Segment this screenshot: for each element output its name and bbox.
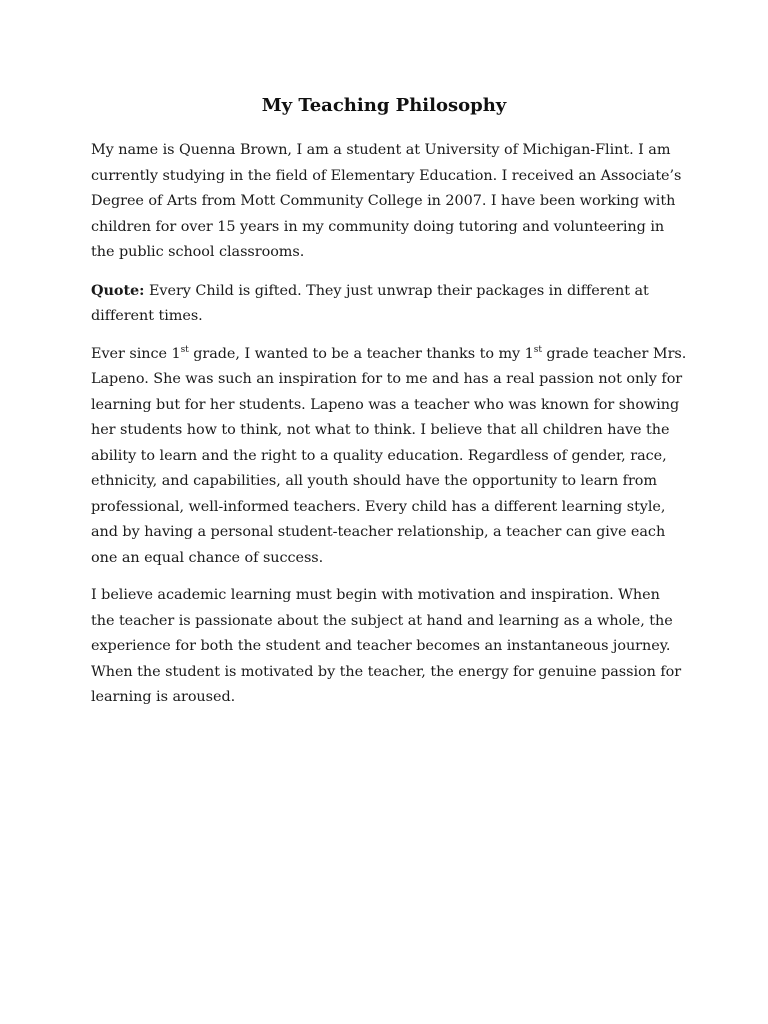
paragraph-line: ethnicity, and capabilities, all youth should have the opportunity to learn from — [91, 473, 657, 489]
text-run: grade teacher Mrs. — [541, 345, 687, 362]
paragraph-line: I believe academic learning must begin with motivation and inspiration. When — [91, 587, 660, 603]
quote-line: different times. — [91, 308, 203, 324]
quote-text: Every Child is gifted. They just unwrap their packages in different at — [144, 282, 649, 299]
text-run: Ever since 1 — [91, 345, 181, 362]
quote-label: Quote: — [91, 281, 145, 299]
paragraph-line: the teacher is passionate about the subject at hand and learning as a whole, the — [91, 612, 673, 629]
paragraph-line — [91, 342, 691, 368]
document-body — [91, 138, 691, 723]
paragraph-line: currently studying in the field of Elementary Education. I received an Associate’s — [91, 167, 682, 184]
paragraph-line: one an equal chance of success. — [91, 549, 324, 566]
paragraph-line: and by having a personal student-teacher relationship, a teacher can give each — [91, 524, 666, 540]
paragraph-line: professional, well-informed teachers. Every child has a different learning style, — [91, 498, 666, 515]
paragraph-line: learning but for her students. Lapeno was a teacher who was known for showing — [91, 396, 680, 413]
page-title: My Teaching Philosophy — [261, 95, 507, 116]
ordinal-suffix: st — [180, 344, 189, 355]
learning-paragraph — [91, 583, 691, 711]
paragraph-line: learning is aroused. — [91, 689, 236, 705]
text-run: grade, I wanted to be a teacher thanks to my 1 — [188, 345, 534, 362]
paragraph-line: My name is Quenna Brown, I am a student at University of Michigan-Flint. I am — [91, 142, 671, 158]
paragraph-line: experience for both the student and teacher becomes an instantaneous journey. — [91, 638, 671, 654]
paragraph-line: children for over 15 years in my community doing tutoring and volunteering in — [91, 218, 665, 235]
paragraph-line: her students how to think, not what to think. I believe that all children have the — [91, 422, 670, 438]
paragraph-line: the public school classrooms. — [91, 244, 305, 260]
paragraph-line: ability to learn and the right to a quality education. Regardless of gender, race, — [91, 447, 667, 464]
ordinal-suffix: st — [533, 344, 542, 355]
paragraph-line: When the student is motivated by the teacher, the energy for genuine passion for — [91, 663, 682, 680]
quote-line — [91, 278, 691, 305]
paragraph-line: Degree of Arts from Mott Community College in 2007. I have been working with — [91, 193, 676, 209]
paragraph-line: Lapeno. She was such an inspiration for to me and has a real passion not only for — [91, 371, 683, 387]
intro-paragraph — [91, 138, 691, 266]
quote-paragraph — [91, 278, 691, 330]
motivation-paragraph — [91, 342, 691, 572]
